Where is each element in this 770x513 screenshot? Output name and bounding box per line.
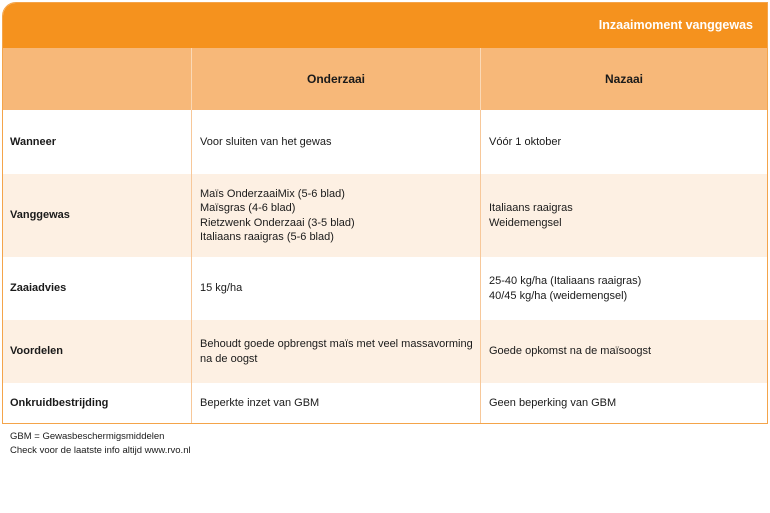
- table-row-wanneer: [3, 110, 767, 174]
- row-label: Vanggewas: [10, 209, 70, 222]
- cell-line: Vóór 1 oktober: [489, 135, 562, 148]
- cell-line: 40/45 kg/ha (weidemengsel): [489, 289, 628, 302]
- table-row-onkruidbestrijding: [3, 383, 767, 424]
- onderzaai-cell: [191, 320, 480, 383]
- table-row-zaaiadvies: [3, 257, 767, 320]
- cell-line: na de oogst: [200, 352, 258, 365]
- table-title-bar: [3, 3, 767, 48]
- cell-line: Weidemengsel: [489, 216, 562, 229]
- table-row-vanggewas: [3, 174, 767, 257]
- onderzaai-cell: [191, 110, 480, 174]
- sowing-table: [2, 2, 768, 424]
- table-row-voordelen: [3, 320, 767, 383]
- row-label: Onkruidbestrijding: [10, 397, 109, 410]
- footnote-gbm: GBM = Gewasbeschermigsmiddelen: [10, 431, 165, 442]
- row-label: Voordelen: [10, 345, 63, 358]
- cell-line: Maïsgras (4-6 blad): [200, 202, 296, 214]
- cell-line: Italiaans raaigras: [489, 202, 573, 214]
- nazaai-cell: [480, 110, 767, 174]
- cell-line: 15 kg/ha: [200, 282, 243, 295]
- cell-line: Voor sluiten van het gewas: [200, 135, 332, 148]
- header-onderzaai: Onderzaai: [191, 48, 480, 110]
- row-label: Zaaiadvies: [10, 282, 67, 295]
- row-label: Wanneer: [10, 135, 57, 148]
- table-title: Inzaaimoment vanggewas: [598, 18, 753, 32]
- cell-line: Italiaans raaigras (5-6 blad): [200, 231, 334, 243]
- cell-line: Goede opkomst na de maïsoogst: [489, 345, 652, 358]
- cell-line: Geen beperking van GBM: [489, 397, 617, 410]
- footnote-rvo: Check voor de laatste info altijd www.rvo.nl: [10, 445, 191, 456]
- footnotes: [10, 430, 191, 458]
- header-nazaai: Nazaai: [480, 48, 767, 110]
- cell-line: Behoudt goede opbrengst maïs met veel massavorming: [200, 338, 473, 350]
- cell-line: Rietzwenk Onderzaai (3-5 blad): [200, 216, 355, 229]
- onderzaai-cell: [191, 383, 480, 424]
- nazaai-cell: [480, 320, 767, 383]
- nazaai-cell: [480, 174, 767, 257]
- nazaai-cell: [480, 383, 767, 424]
- cell-line: 25-40 kg/ha (Italiaans raaigras): [489, 275, 642, 287]
- onderzaai-cell: [191, 174, 480, 257]
- table-header-row: [3, 48, 767, 110]
- header-empty-cell: [3, 48, 191, 110]
- onderzaai-cell: [191, 257, 480, 320]
- cell-line: Beperkte inzet van GBM: [200, 397, 320, 410]
- cell-line: Maïs OnderzaaiMix (5-6 blad): [200, 187, 345, 200]
- nazaai-cell: [480, 257, 767, 320]
